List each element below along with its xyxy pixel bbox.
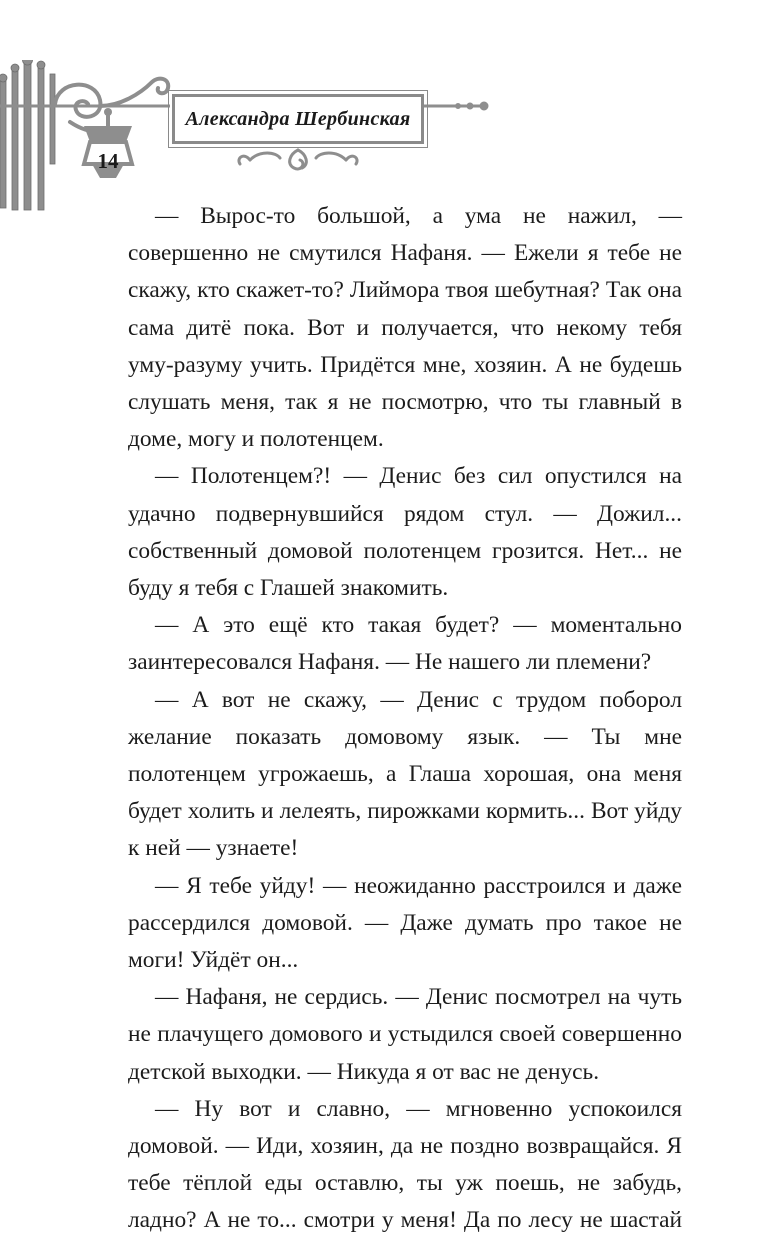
- author-name: Александра Шербинская: [185, 107, 411, 130]
- running-head-author-frame: [172, 94, 424, 144]
- page-number: 14: [97, 149, 119, 173]
- paragraph: — А вот не скажу, — Денис с трудом поборол желание показать домовому язык. — Ты мне полотенцем угрожаешь, а Глаша хорошая, она меня будет холить и лелеять, пирожками кормить... Вот уйду к ней — узнаете!: [128, 686, 682, 862]
- paragraph: — Нафаня, не сердись. — Денис посмотрел на чуть не плачущего домового и устыдился своей совершенно детской выходки. — Никуда я от вас не денусь.: [128, 984, 682, 1085]
- paragraph: — Вырос-то большой, а ума не нажил, — совершенно не смутился Нафаня. — Ежели я тебе не скажу, кто скажет-то? Лиймора твоя шебутная? Так она сама дитё пока. Вот и получается, что некому тебя уму-разуму учить. Придётся мне, хозяин. А не будешь слушать меня, так я не посмотрю, что ты главный в доме, могу и полотенцем.: [128, 203, 682, 453]
- paragraph: — Ну вот и славно, — мгновенно успокоился домовой. — Иди, хозяин, да не поздно возвращайся. Я тебе тёплой еды оставлю, ты уж поешь, не забудь, ладно? А не то... смотри у меня! Да по лесу не шастай: [128, 1095, 682, 1234]
- fence-bars: [0, 60, 55, 210]
- frame-flourish: [239, 150, 357, 169]
- paragraph: — Я тебе уйду! — неожиданно расстроился и даже рассердился домовой. — Даже думать про такое не моги! Уйдёт он...: [128, 872, 682, 974]
- paragraph: — Полотенцем?! — Денис без сил опустился на удачно подвернувшийся рядом стул. — Дожил... собственный домовой полотенцем грозится. Нет... не буду я тебя с Глашей знакомить.: [128, 463, 682, 602]
- body-text: [128, 198, 682, 1240]
- paragraph: — А это ещё кто такая будет? — моментально заинтересовался Нафаня. — Не нашего ли племени?: [128, 612, 682, 676]
